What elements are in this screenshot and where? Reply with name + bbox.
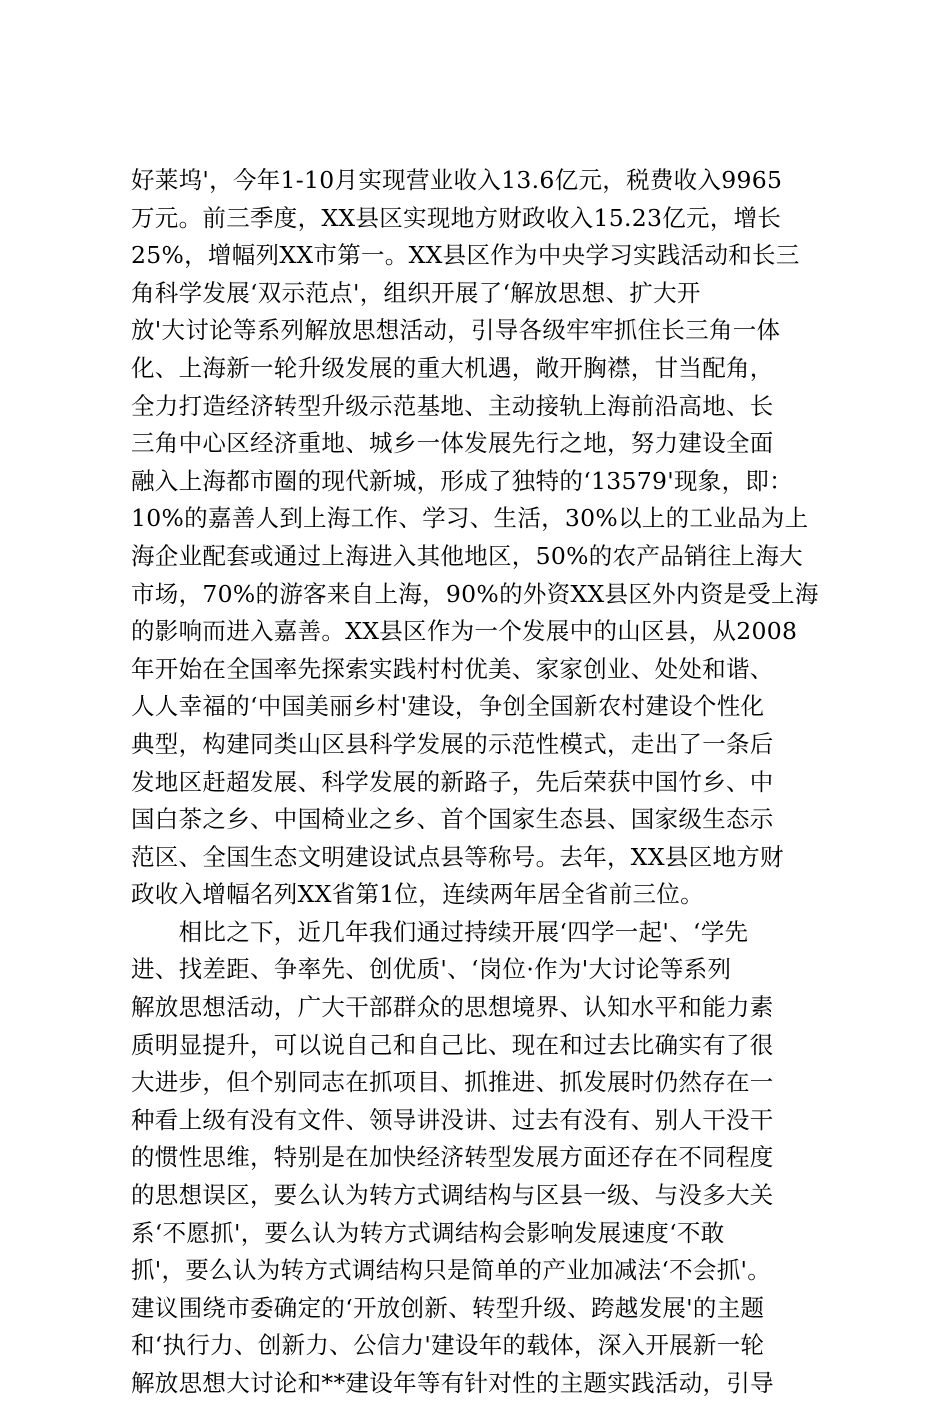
text-line: 10%的嘉善人到上海工作、学习、生活，30%以上的工业品为上 xyxy=(131,504,809,533)
text-line: 国白茶之乡、中国椅业之乡、首个国家生态县、国家级生态示 xyxy=(131,805,774,834)
text-line: 范区、全国生态文明建设试点县等称号。去年，XX县区地方财 xyxy=(131,842,784,871)
text-line: 角科学发展‘双示范点'，组织开展了‘解放思想、扩大开 xyxy=(131,278,701,307)
text-line: 25%，增幅列XX市第一。XX县区作为中央学习实践活动和长三 xyxy=(131,241,800,270)
text-line: 海企业配套或通过上海进入其他地区，50%的农产品销往上海大 xyxy=(131,541,803,570)
text-line: 全力打造经济转型升级示范基地、主动接轨上海前沿高地、长 xyxy=(131,391,774,420)
text-line: 的影响而进入嘉善。XX县区作为一个发展中的山区县，从2008 xyxy=(131,617,798,646)
text-line: 大进步，但个别同志在抓项目、抓推进、抓发展时仍然存在一 xyxy=(131,1068,774,1097)
body-text xyxy=(131,162,831,1403)
text-line: 三角中心区经济重地、城乡一体发展先行之地，努力建设全面 xyxy=(131,429,774,458)
text-line: 市场，70%的游客来自上海，90%的外资XX县区外内资是受上海 xyxy=(131,579,819,608)
text-line: 融入上海都市圈的现代新城，形成了独特的‘13579'现象，即： xyxy=(131,466,793,495)
text-line: 化、上海新一轮升级发展的重大机遇，敞开胸襟，甘当配角， xyxy=(131,353,774,382)
text-line: 相比之下，近几年我们通过持续开展‘四学一起'、‘学先 xyxy=(131,917,749,946)
text-line: 和‘执行力、创新力、公信力'建设年的载体，深入开展新一轮 xyxy=(131,1331,765,1360)
text-line: 建议围绕市委确定的‘开放创新、转型升级、跨越发展'的主题 xyxy=(131,1293,765,1322)
text-line: 进、找差距、争率先、创优质'、‘岗位·作为'大讨论等系列 xyxy=(131,955,732,984)
text-line: 典型，构建同类山区县科学发展的示范性模式，走出了一条后 xyxy=(131,729,774,758)
text-line: 解放思想大讨论和**建设年等有针对性的主题实践活动，引导 xyxy=(131,1369,774,1397)
text-line: 解放思想活动，广大干部群众的思想境界、认知水平和能力素 xyxy=(131,993,774,1022)
text-line: 好莱坞'，今年1-10月实现营业收入13.6亿元，税费收入9965 xyxy=(131,166,783,194)
text-line: 系‘不愿抓'，要么认为转方式调结构会影响发展速度‘不敢 xyxy=(131,1218,725,1247)
text-line: 年开始在全国率先探索实践村村优美、家家创业、处处和谐、 xyxy=(131,654,774,683)
text-line: 的思想误区，要么认为转方式调结构与区县一级、与没多大关 xyxy=(131,1181,774,1210)
text-line: 人人幸福的‘中国美丽乡村'建设，争创全国新农村建设个性化 xyxy=(131,692,765,721)
text-line: 发地区赶超发展、科学发展的新路子，先后荣获中国竹乡、中 xyxy=(131,767,774,796)
text-line: 万元。前三季度，XX县区实现地方财政收入15.23亿元，增长 xyxy=(131,203,782,232)
text-line: 抓'，要么认为转方式调结构只是简单的产业加减法‘不会抓'。 xyxy=(131,1256,772,1285)
text-line: 政收入增幅名列XX省第1位，连续两年居全省前三位。 xyxy=(131,880,704,909)
text-line: 的惯性思维，特别是在加快经济转型发展方面还存在不同程度 xyxy=(131,1143,774,1172)
text-line: 质明显提升，可以说自己和自己比、现在和过去比确实有了很 xyxy=(131,1030,774,1059)
text-line: 种看上级有没有文件、领导讲没讲、过去有没有、别人干没干 xyxy=(131,1105,774,1134)
text-line: 放'大讨论等系列解放思想活动，引导各级牢牢抓住长三角一体 xyxy=(131,316,781,345)
